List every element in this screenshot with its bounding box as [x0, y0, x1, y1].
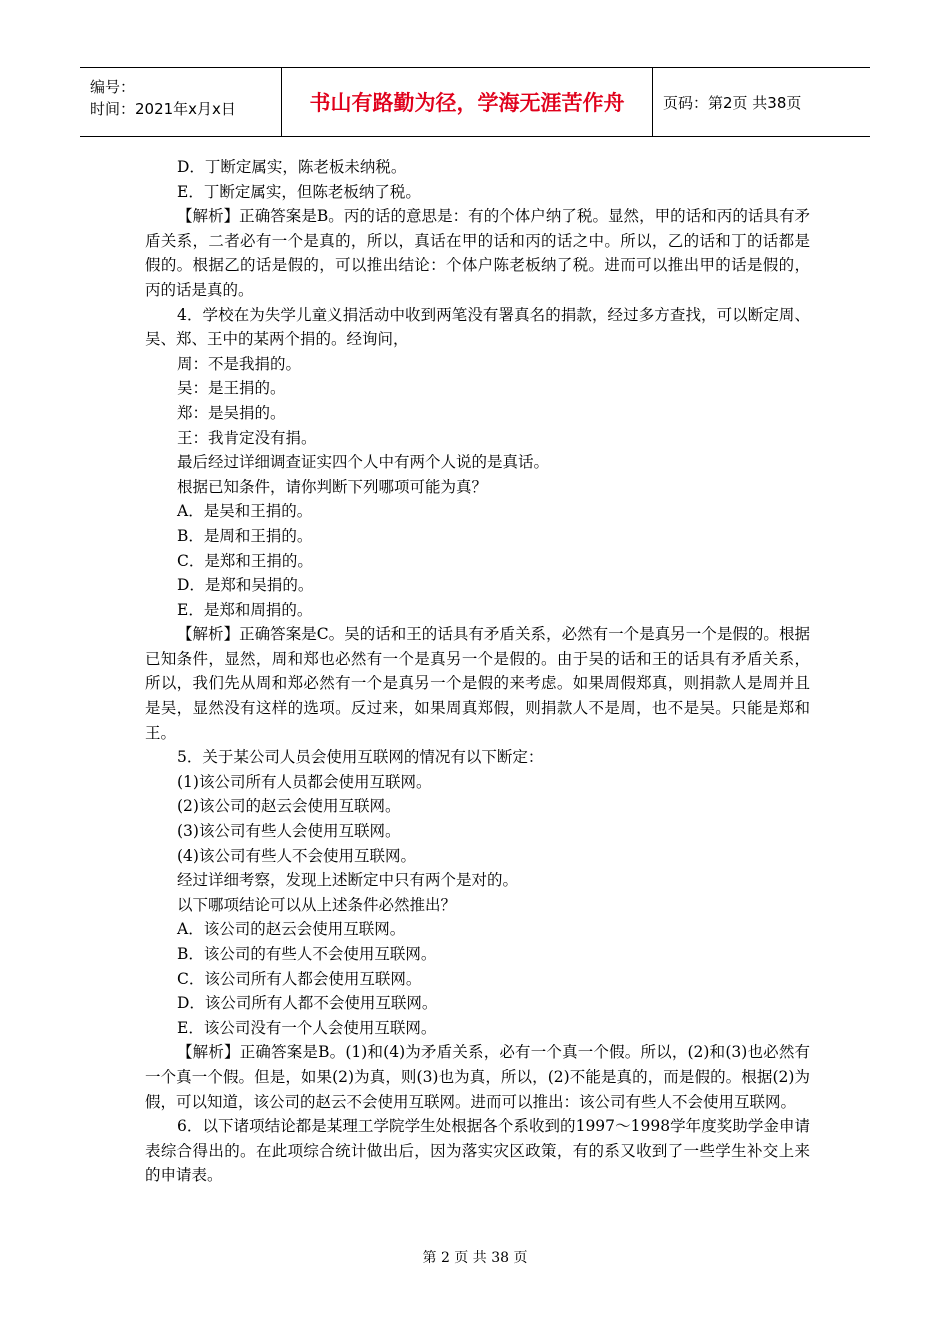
header-page-info: 页码：第2页 共38页 [663, 93, 802, 112]
paragraph: 经过详细考察，发现上述断定中只有两个是对的。 [177, 871, 519, 890]
paragraph: E．丁断定属实，但陈老板纳了税。 [177, 182, 421, 201]
paragraph: 5．关于某公司人员会使用互联网的情况有以下断定： [177, 748, 544, 767]
paragraph: (4)该公司有些人不会使用互联网。 [177, 846, 416, 865]
paragraph: (2)该公司的赵云会使用互联网。 [177, 797, 401, 816]
paragraph: A．是吴和王捐的。 [177, 502, 313, 521]
paragraph: 郑：是吴捐的。 [177, 403, 286, 422]
paragraph: 吴：是王捐的。 [177, 379, 286, 398]
paragraph: E．是郑和周捐的。 [177, 600, 313, 619]
date-label: 时间：2021年x月x日 [90, 100, 236, 118]
paragraph: (3)该公司有些人会使用互联网。 [177, 822, 401, 841]
paragraph: 以下哪项结论可以从上述条件必然推出？ [177, 895, 457, 914]
page-footer: 第 2 页 共 38 页 [422, 1250, 528, 1266]
number-label: 编号： [90, 78, 136, 96]
paragraph: 6．以下诸项结论都是某理工学院学生处根据各个系收到的1997～1998学年度奖助学金申请表综合得出的。在此项综合统计做出后，因为落实灾区政策，有的系又收到了一些学生补交上来的申请表。 [145, 1117, 810, 1185]
page-header [80, 67, 870, 137]
paragraph: 【解析】正确答案是B。(1)和(4)为矛盾关系，必有一个真一个假。所以，(2)和(3)也必然有一个真一个假。但是，如果(2)为真，则(3)也为真，所以，(2)不能是真的，而是假的。根据(2)为假，可以知道，该公司的赵云不会使用互联网。进而可以推出：该公司有些人不会使用互联网。 [145, 1043, 810, 1111]
paragraph: D．该公司所有人都不会使用互联网。 [177, 994, 438, 1013]
paragraph: D．是郑和吴捐的。 [177, 576, 314, 595]
paragraph: E．该公司没有一个人会使用互联网。 [177, 1018, 437, 1037]
paragraph: 4．学校在为失学儿童义捐活动中收到两笔没有署真名的捐款，经过多方查找，可以断定周、吴、郑、王中的某两个捐的。经询问， [145, 305, 810, 349]
paragraph: D．丁断定属实，陈老板未纳税。 [177, 158, 407, 176]
paragraph: 【解析】正确答案是C。吴的话和王的话具有矛盾关系，必然有一个是真另一个是假的。根据已知条件，显然，周和郑也必然有一个是真另一个是假的。由于吴的话和王的话具有矛盾关系，所以，我们先从周和郑必然有一个是真另一个是假的来考虑。如果周假郑真，则捐款人是周并且是吴，显然没有这样的选项。反过来，如果周真郑假，则捐款人不是周，也不是吴。只能是郑和王。 [145, 625, 810, 742]
paragraph: C．该公司所有人都会使用互联网。 [177, 969, 422, 988]
paragraph: C．是郑和王捐的。 [177, 551, 313, 570]
document-body [145, 155, 810, 1188]
paragraph: (1)该公司所有人员都会使用互联网。 [177, 772, 432, 791]
paragraph: 【解析】正确答案是B。丙的话的意思是：有的个体户纳了税。显然，甲的话和丙的话具有矛盾关系，二者必有一个是真的，所以，真话在甲的话和丙的话之中。所以，乙的话和丁的话都是假的。根据乙的话是假的，可以推出结论：个体户陈老板纳了税。进而可以推出甲的话是假的，丙的话是真的。 [145, 207, 810, 299]
paragraph: B．是周和王捐的。 [177, 526, 313, 545]
paragraph: 根据已知条件，请你判断下列哪项可能为真？ [177, 477, 488, 496]
paragraph: A．该公司的赵云会使用互联网。 [177, 920, 406, 939]
header-motto: 书山有路勤为径，学海无涯苦作舟 [282, 68, 653, 136]
paragraph: 周：不是我捐的。 [177, 354, 302, 373]
paragraph: B．该公司的有些人不会使用互联网。 [177, 945, 437, 963]
header-meta [80, 68, 282, 136]
paragraph: 王：我肯定没有捐。 [177, 428, 317, 447]
paragraph: 最后经过详细调查证实四个人中有两个人说的是真话。 [177, 453, 550, 472]
